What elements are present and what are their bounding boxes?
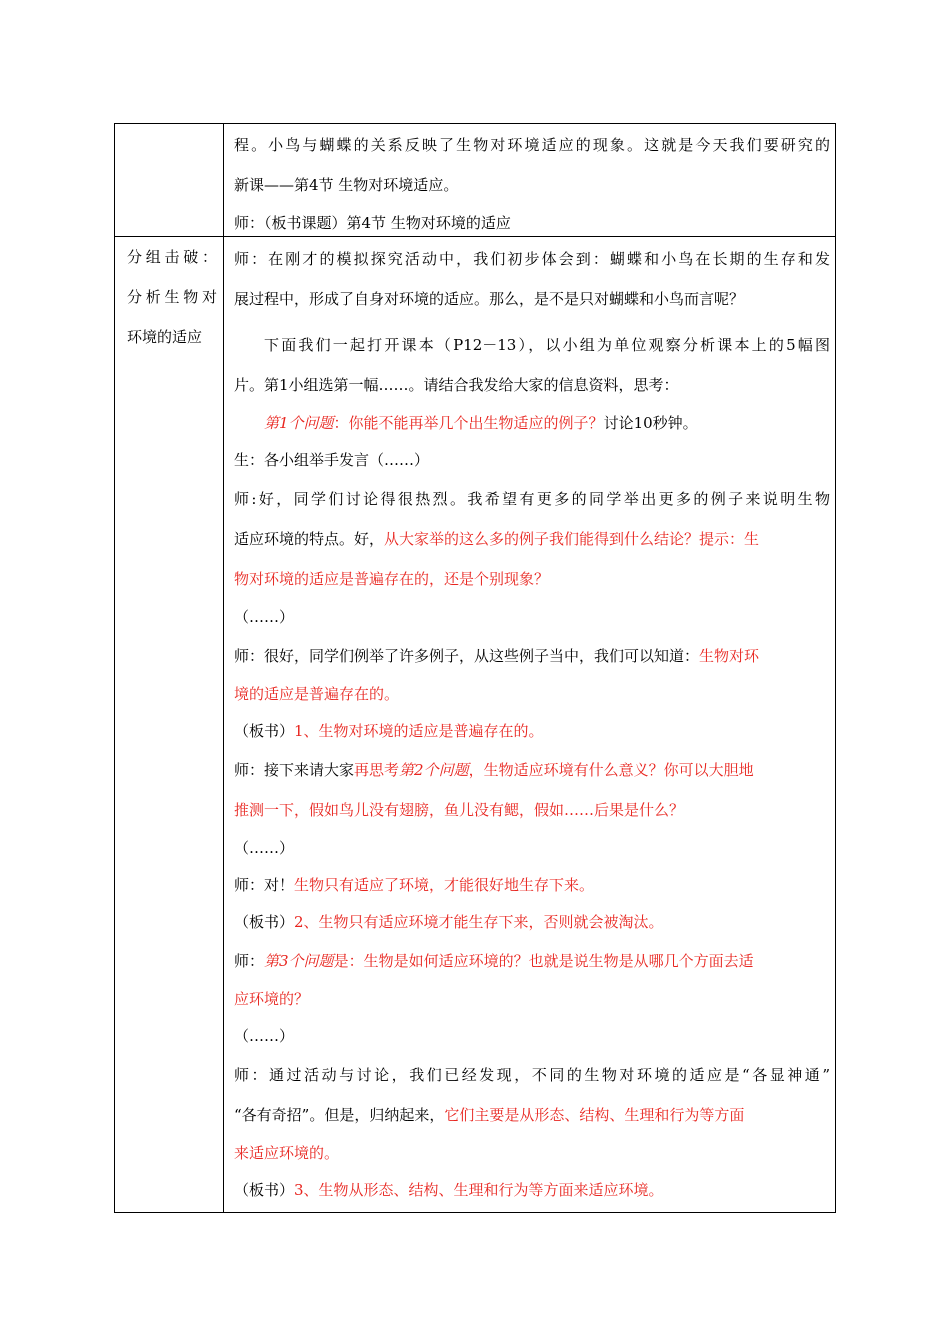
question-2-label: 第2个问题 <box>399 761 469 779</box>
section-label-line: 分析生物对 <box>127 288 217 306</box>
text-span: 师： <box>234 952 265 970</box>
highlight-line: 物对环境的适应是普遍存在的，还是个别现象？ <box>234 570 550 588</box>
board-text: 3、生物从形态、结构、生理和行为等方面来适应环境。 <box>294 1181 664 1199</box>
table-row-group-analysis <box>114 236 836 1213</box>
column-divider <box>223 124 224 236</box>
text-span: 师：对！ <box>234 876 295 894</box>
text-span: 适应环境的特点。好， <box>234 530 385 548</box>
intro-content <box>234 125 830 242</box>
text-line: 程。小鸟与蝴蝶的关系反映了生物对环境适应的现象。这就是今天我们要研究的 <box>234 136 830 154</box>
section-label-line: 环境的适应 <box>127 328 203 346</box>
text-line: 师：在刚才的模拟探究活动中，我们初步体会到：蝴蝶和小鸟在长期的生存和发 <box>234 250 830 268</box>
highlight-line: 推测一下，假如鸟儿没有翅膀，鱼儿没有鳃，假如……后果是什么？ <box>234 801 685 819</box>
text-line <box>234 636 830 676</box>
text-line: 师:好，同学们讨论得很热烈。我希望有更多的同学举出更多的例子来说明生物 <box>234 490 830 508</box>
text-line: 师：（板书课题）第4节 生物对环境的适应 <box>234 214 511 232</box>
highlight-line: 境的适应是普遍存在的。 <box>234 685 400 703</box>
text-line: （……） <box>234 608 295 626</box>
lesson-content <box>234 239 830 1209</box>
highlight-span: 是：生物是如何适应环境的？也就是说生物是从哪几个方面去适 <box>333 952 754 970</box>
text-line <box>234 750 830 790</box>
text-line <box>234 519 830 559</box>
text-line: 生：各小组举手发言（……） <box>234 451 430 469</box>
board-note-2 <box>234 904 830 941</box>
highlight-span: 生物对环 <box>699 647 760 665</box>
question-1-line <box>234 405 830 442</box>
section-label-line: 分组击破： <box>127 248 217 266</box>
highlight-span: 再思考 <box>354 761 400 779</box>
question-3-label: 第3个问题 <box>264 952 334 970</box>
question-1-tail: 讨论10秒钟。 <box>603 414 698 432</box>
text-line: （……） <box>234 839 295 857</box>
question-1-label: 第1个问题 <box>264 414 334 432</box>
text-line <box>234 867 830 904</box>
text-line <box>234 941 830 981</box>
board-text: 1、生物对环境的适应是普遍存在的。 <box>294 722 544 740</box>
board-label: （板书） <box>234 722 295 740</box>
text-line: 下面我们一起打开课本（P12－13），以小组为单位观察分析课本上的5幅图 <box>264 336 830 354</box>
board-label: （板书） <box>234 913 295 931</box>
board-note-3 <box>234 1172 830 1209</box>
highlight-line: 来适应环境的。 <box>234 1144 340 1162</box>
text-span: 师：很好，同学们例举了许多例子，从这些例子当中，我们可以知道： <box>234 647 700 665</box>
highlight-span: 从大家举的这么多的例子我们能得到什么结论？提示：生 <box>384 530 760 548</box>
highlight-span: 它们主要是从形态、结构、生理和行为等方面 <box>444 1106 745 1124</box>
table-row-intro <box>114 123 836 237</box>
board-note-1 <box>234 713 830 750</box>
text-line: 新课——第4节 生物对环境适应。 <box>234 176 459 194</box>
question-1-text: ：你能不能再举几个出生物适应的例子？ <box>333 414 604 432</box>
text-line: （……） <box>234 1027 295 1045</box>
text-line: 师：通过活动与讨论，我们已经发现，不同的生物对环境的适应是“各显神通” <box>234 1066 830 1084</box>
highlight-span: ，生物适应环境有什么意义？你可以大胆地 <box>468 761 754 779</box>
text-line: 片。第1小组选第一幅……。请结合我发给大家的信息资料，思考： <box>234 376 679 394</box>
highlight-line: 应环境的？ <box>234 990 310 1008</box>
board-text: 2、生物只有适应环境才能生存下来，否则就会被淘汰。 <box>294 913 664 931</box>
section-label <box>127 237 217 357</box>
text-line <box>234 1095 830 1135</box>
text-span: “各有奇招”。但是，归纳起来， <box>234 1106 445 1124</box>
text-line: 展过程中，形成了自身对环境的适应。那么，是不是只对蝴蝶和小鸟而言呢？ <box>234 290 745 308</box>
column-divider <box>223 237 224 1212</box>
highlight-span: 生物只有适应了环境，才能很好地生存下来。 <box>294 876 595 894</box>
text-span: 师：接下来请大家 <box>234 761 355 779</box>
board-label: （板书） <box>234 1181 295 1199</box>
